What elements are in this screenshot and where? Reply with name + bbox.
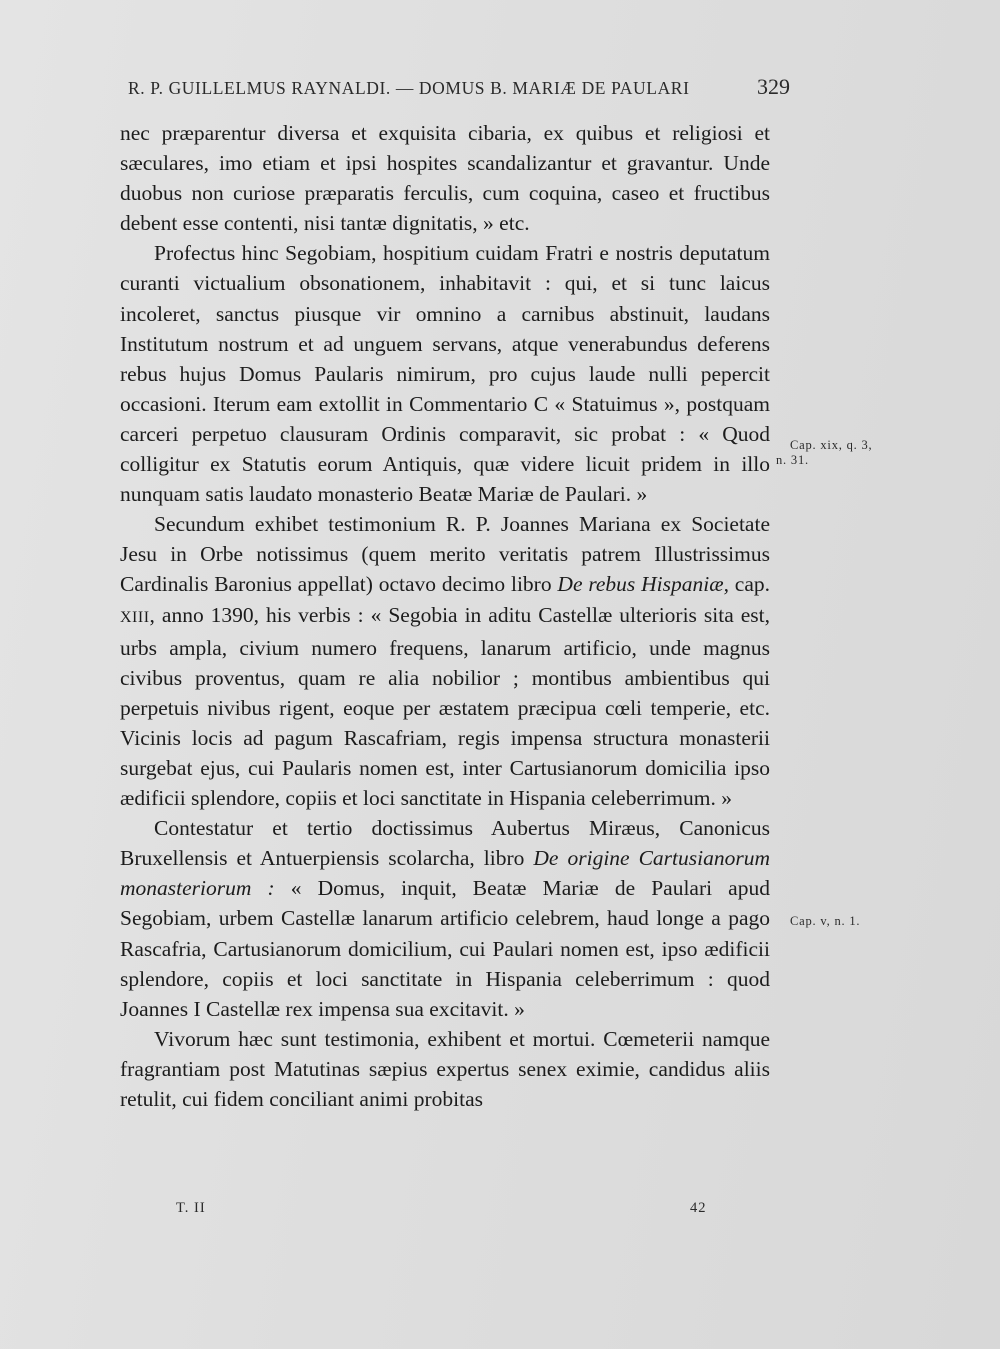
text-run: Profectus hinc Segobiam, hospitium cuidam Fratri e nostris deputatum curanti victualium obsonationem, inhabitavit : qui, et si tunc laicus incoleret, sanctus piusque vir omnino a carnibus abstinuit, laudans Institutum nostrum et ad unguem servans, atque venerabundus deferens rebus hujus Domus Paularis nimirum, pro cujus laude nulli pepercit occasioni. Iterum eam extollit in Commentario C « Statuimus », postquam carceri perpetuo clausuram Ordinis comparavit, sic probat : « Quod colligitur ex Statutis eorum Antiquis, quæ videre licuit pridem in illo nunquam satis laudato monasterio Beatæ Mariæ de Paulari. »	[120, 241, 770, 507]
footer-signature: 42	[690, 1200, 707, 1216]
margin-note-1-line-1: Cap. xix, q. 3,	[790, 438, 873, 452]
margin-note-2-line-1: Cap. v, n. 1.	[790, 914, 861, 928]
body-text	[120, 118, 770, 1114]
running-head	[128, 74, 790, 102]
paragraph-4	[120, 813, 770, 1024]
margin-note-2	[790, 914, 860, 929]
page-number: 329	[757, 74, 790, 99]
margin-note-1	[776, 438, 873, 468]
italic-title: De rebus Hispaniæ,	[557, 572, 729, 597]
text-run: Vivorum hæc sunt testimonia, exhibent et mortui. Cœmeterii namque fragrantiam post Matutinas sæpius expertus senex eximie, candidus aliis retulit, cui fidem conciliant animi probitas	[120, 1026, 770, 1111]
text-run: cap.	[728, 572, 770, 597]
running-head-title: R. P. GUILLELMUS RAYNALDI. — DOMUS B. MARIÆ DE PAULARI	[128, 78, 690, 98]
paragraph-5	[120, 1024, 770, 1114]
paragraph-2	[120, 238, 770, 509]
margin-note-1-line-2: n. 31.	[776, 453, 809, 467]
paragraph-3	[120, 509, 770, 813]
text-run: , anno 1390, his verbis : « Segobia in aditu Castellæ ulterioris sita est, urbs ampla, civium numero frequens, lanarum artificio, unde magnus civibus proventus, quam re alia nobilior ; montibus ambientibus qui perpetuis nivibus rigent, eoque per æstatem præcipua cœli temperie, etc. Vicinis locis ad pagum Rascafriam, regis impensa structura monasterii surgebat ejus, cui Paularis nomen est, inter Cartusianorum domicilia ipso ædificii splendore, copiis et loci sanctitate in Hispania celeberrimum. »	[120, 602, 770, 811]
small-caps-numeral: XIII	[120, 608, 150, 626]
text-run: Secundum exhibet testimonium R. P. Joannes Mariana ex Societate Jesu in Orbe notissimus (quem merito veritatis patrem Illustrissimus Cardinalis Baronius appellat) octavo decimo libro	[120, 512, 770, 597]
paragraph-1	[120, 118, 770, 238]
text-run: « Domus, inquit, Beatæ Mariæ de Paulari apud Segobiam, urbem Castellæ lanarum artificio celebrem, haud longe a pago Rascafria, Cartusianorum domicilium, cui Paulari nomen est, ipso ædificii splendore, copiis et loci sanctitate in Hispania celeberrimum : quod Joannes I Castellæ rex impensa sua excitavit. »	[120, 876, 770, 1021]
text-run: Contestatur et tertio doctissimus Aubertus Miræus, Canonicus Bruxellensis et Antuerpiensis scolarcha, libro	[120, 816, 770, 871]
text-run: nec præparentur diversa et exquisita cibaria, ex quibus et religiosi et sæculares, imo etiam et ipsi hospites scandalizantur et gravantur. Unde duobus non curiose præparatis ferculis, cum coquina, caseo et fructibus debent esse contenti, nisi tantæ dignitatis, » etc.	[120, 121, 770, 236]
italic-title: De origine Cartusianorum monasteriorum :	[120, 846, 770, 901]
footer-volume: T. II	[176, 1200, 206, 1216]
